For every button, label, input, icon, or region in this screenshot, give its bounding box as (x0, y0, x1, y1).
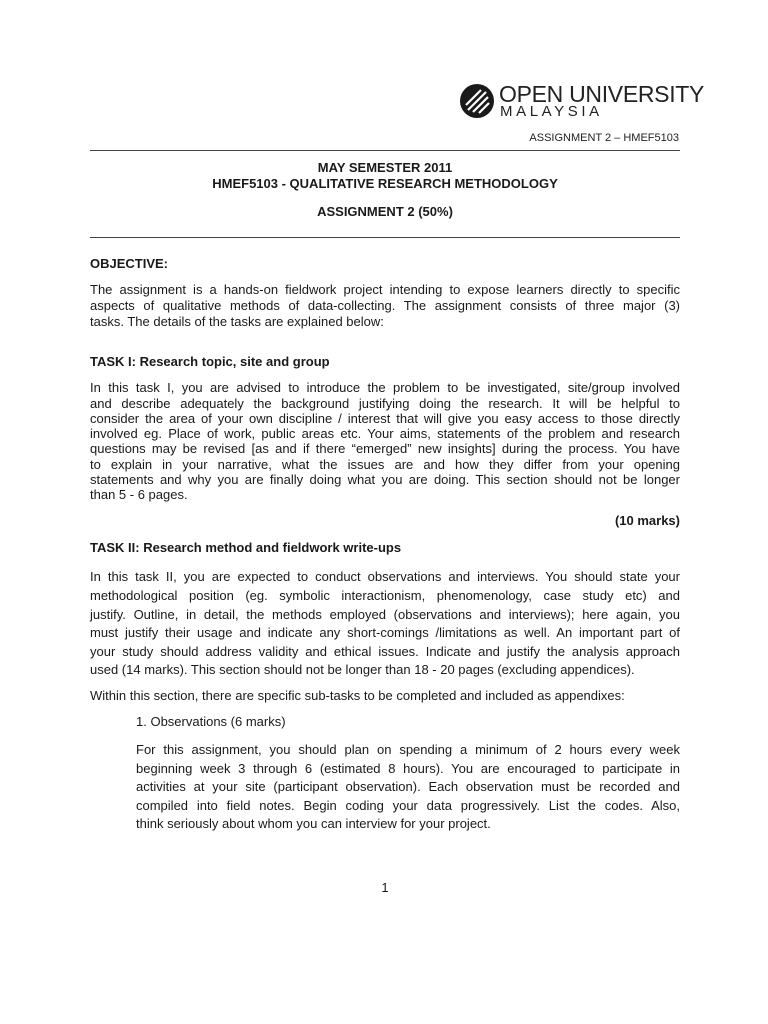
course-title: HMEF5103 - QUALITATIVE RESEARCH METHODOLOGY (212, 176, 558, 191)
task1-line: consider the area of your own discipline / interest that will give you easy access to those directly (90, 411, 680, 426)
logo-line-1: OPEN UNIVERSITY (499, 81, 705, 107)
subtask-1-line: compiled into field notes. Begin coding your data progressively. List the codes. Also, (136, 798, 680, 813)
task1-line: involved eg. Place of work, public areas etc. Your aims, statements of the problem and research (90, 426, 680, 441)
task1-line: to explain in your narrative, what the issues are and how they differ from your opening (90, 457, 680, 472)
task1-line: statements and why you are finally doing what you are doing. This section should not be longer (90, 472, 680, 487)
task2-line: methodological position (eg. symbolic interactionism, phenomenology, case study etc) and (90, 588, 680, 603)
running-header: ASSIGNMENT 2 – HMEF5103 (529, 132, 679, 144)
logo-line-2: MALAYSIA (500, 103, 603, 120)
subtask-1-line: think seriously about whom you can interview for your project. (136, 816, 491, 831)
task1-line: than 5 - 6 pages. (90, 487, 188, 502)
task2-line: must justify their usage and indicate any short-comings /limitations as well. An important part of (90, 625, 680, 640)
objective-heading: OBJECTIVE: (90, 256, 169, 271)
subtasks-intro: Within this section, there are specific sub-tasks to be completed and included as appendixes: (90, 688, 625, 703)
oum-emblem-icon (459, 83, 495, 119)
semester-title: MAY SEMESTER 2011 (317, 160, 453, 175)
header-divider (90, 150, 680, 151)
objective-line: The assignment is a hands-on fieldwork project intending to expose learners directly to specific (90, 282, 680, 297)
task1-line: and describe adequately the background justifying doing the research. It will be helpful to (90, 396, 680, 411)
task1-line: questions may be revised [as and if there “emerged” new insights] during the process. You have (90, 441, 680, 456)
title-divider (90, 237, 680, 238)
task2-heading: TASK II: Research method and fieldwork write-ups (90, 540, 402, 555)
task1-heading: TASK I: Research topic, site and group (90, 354, 330, 369)
university-logo (459, 81, 705, 124)
task2-line: your study should address validity and ethical issues. Indicate and justify the analysis approach (90, 644, 680, 659)
subtask-1-line: For this assignment, you should plan on spending a minimum of 2 hours every week (136, 742, 680, 757)
subtask-1-line: beginning week 3 through 6 (estimated 8 hours). You are encouraged to participate in (136, 761, 680, 776)
assignment-title: ASSIGNMENT 2 (50%) (317, 204, 453, 219)
objective-line: tasks. The details of the tasks are explained below: (90, 314, 384, 329)
task1-marks: (10 marks) (614, 513, 680, 528)
task2-line: used (14 marks). This section should not be longer than 18 - 20 pages (excluding appendices). (90, 662, 635, 677)
page-number: 1 (381, 880, 389, 895)
task2-line: In this task II, you are expected to conduct observations and interviews. You should state your (90, 569, 680, 584)
objective-line: aspects of qualitative methods of data-collecting. The assignment consists of three major (3) (90, 298, 680, 313)
subtask-1-line: activities at your site (participant observation). Each observation must be recorded and (136, 779, 680, 794)
task2-line: justify. Outline, in detail, the methods employed (observations and interviews); here again, you (90, 607, 680, 622)
task1-line: In this task I, you are advised to introduce the problem to be investigated, site/group involved (90, 380, 680, 395)
subtask-1-heading: 1. Observations (6 marks) (136, 714, 286, 729)
